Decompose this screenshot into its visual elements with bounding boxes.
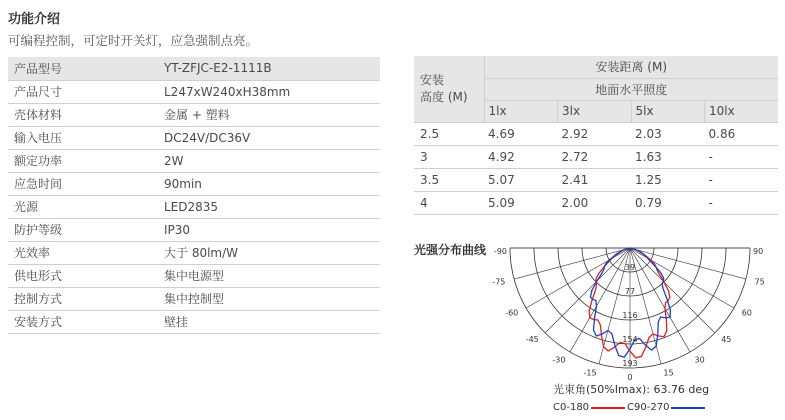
distance-row bbox=[414, 191, 778, 214]
spec-key: 壳体材料 bbox=[8, 103, 158, 126]
legend-line-c90 bbox=[671, 407, 705, 409]
curve-legend bbox=[553, 402, 707, 413]
spec-key: 光效率 bbox=[8, 241, 158, 264]
polar-radial-label: 193 bbox=[622, 359, 638, 368]
spec-row bbox=[8, 172, 380, 195]
distance-group-header: 安装距离 (M) bbox=[484, 56, 778, 78]
mount-height-cell: 3.5 bbox=[414, 168, 484, 191]
spec-row bbox=[8, 80, 380, 103]
polar-angle-label: 60 bbox=[741, 308, 752, 318]
polar-radial-label: 39 bbox=[624, 263, 636, 272]
spec-key: 安装方式 bbox=[8, 310, 158, 333]
spec-key: 应急时间 bbox=[8, 172, 158, 195]
mount-height-cell: 3 bbox=[414, 145, 484, 168]
spec-value: DC24V/DC36V bbox=[158, 126, 380, 149]
legend-label-c90: C90-270 bbox=[627, 402, 670, 413]
legend-line-c0 bbox=[591, 407, 625, 409]
distance-row bbox=[414, 168, 778, 191]
spec-value: 集中控制型 bbox=[158, 287, 380, 310]
distance-value-cell: 5.07 bbox=[484, 168, 558, 191]
polar-radial-label: 116 bbox=[622, 311, 638, 320]
distance-value-cell: 4.92 bbox=[484, 145, 558, 168]
polar-radial-label: 77 bbox=[624, 287, 636, 296]
spec-row bbox=[8, 149, 380, 172]
mount-height-cell: 4 bbox=[414, 191, 484, 214]
spec-key: 供电形式 bbox=[8, 264, 158, 287]
polar-angle-label: -30 bbox=[552, 355, 566, 365]
polar-angle-label: -90 bbox=[493, 247, 507, 256]
curve-title: 光强分布曲线 bbox=[414, 243, 487, 257]
spec-row bbox=[8, 264, 380, 287]
illuminance-column-header: 1lx bbox=[484, 100, 558, 122]
distance-value-cell: 0.79 bbox=[631, 191, 705, 214]
polar-radial-label: 154 bbox=[622, 335, 638, 344]
spec-value: 壁挂 bbox=[158, 310, 380, 333]
spec-value: IP30 bbox=[158, 218, 380, 241]
distance-value-cell: 4.69 bbox=[484, 122, 558, 145]
spec-value: 大于 80lm/W bbox=[158, 241, 380, 264]
spec-row bbox=[8, 126, 380, 149]
distance-value-cell: 1.63 bbox=[631, 145, 705, 168]
distance-row bbox=[414, 145, 778, 168]
polar-spoke bbox=[630, 248, 715, 333]
polar-angle-label: -60 bbox=[505, 308, 519, 318]
polar-angle-label: 30 bbox=[694, 355, 705, 365]
spec-value: 2W bbox=[158, 149, 380, 172]
spec-row bbox=[8, 57, 380, 80]
distance-value-cell: 2.92 bbox=[558, 122, 632, 145]
spec-key: 防护等级 bbox=[8, 218, 158, 241]
spec-value: 集中电源型 bbox=[158, 264, 380, 287]
distance-value-cell: 2.03 bbox=[631, 122, 705, 145]
polar-spoke bbox=[630, 248, 734, 308]
distance-value-cell: - bbox=[705, 191, 779, 214]
spec-row bbox=[8, 241, 380, 264]
polar-angle-label: -45 bbox=[525, 335, 539, 345]
distance-value-cell: - bbox=[705, 168, 779, 191]
distance-value-cell: 5.09 bbox=[484, 191, 558, 214]
polar-spoke bbox=[630, 248, 746, 279]
spec-key: 光源 bbox=[8, 195, 158, 218]
spec-value: LED2835 bbox=[158, 195, 380, 218]
spec-value: L247xW240xH38mm bbox=[158, 80, 380, 103]
polar-angle-label: -15 bbox=[583, 368, 597, 378]
section-description: 可编程控制，可定时开关灯，应急强制点亮。 bbox=[8, 33, 259, 48]
illuminance-column-header: 3lx bbox=[558, 100, 632, 122]
distance-value-cell: - bbox=[705, 145, 779, 168]
distance-value-cell: 1.25 bbox=[631, 168, 705, 191]
height-header bbox=[414, 56, 484, 122]
spec-value: 金属 + 塑料 bbox=[158, 103, 380, 126]
height-header-text: 安装 高度 (M) bbox=[420, 72, 468, 104]
polar-spoke bbox=[545, 248, 630, 333]
distance-value-cell: 2.41 bbox=[558, 168, 632, 191]
illuminance-column-header: 10lx bbox=[705, 100, 779, 122]
spec-key: 额定功率 bbox=[8, 149, 158, 172]
spec-key: 产品型号 bbox=[8, 57, 158, 80]
spec-row bbox=[8, 218, 380, 241]
spec-value: YT-ZFJC-E2-1111B bbox=[158, 57, 380, 80]
polar-spoke bbox=[514, 248, 630, 279]
polar-light-distribution-chart bbox=[492, 238, 765, 382]
spec-key: 产品尺寸 bbox=[8, 80, 158, 103]
polar-angle-label: 15 bbox=[663, 368, 674, 378]
spec-row bbox=[8, 310, 380, 333]
polar-angle-label: -75 bbox=[492, 277, 506, 287]
polar-angle-label: 75 bbox=[754, 277, 765, 287]
mount-height-cell: 2.5 bbox=[414, 122, 484, 145]
spec-row bbox=[8, 195, 380, 218]
legend-label-c0: C0-180 bbox=[553, 402, 590, 413]
section-title: 功能介绍 bbox=[8, 12, 61, 27]
polar-angle-label: 45 bbox=[721, 335, 732, 345]
spec-table bbox=[8, 57, 380, 334]
distance-value-cell: 2.00 bbox=[558, 191, 632, 214]
polar-spoke bbox=[526, 248, 630, 308]
distance-value-cell: 2.72 bbox=[558, 145, 632, 168]
distance-table bbox=[414, 56, 778, 215]
polar-angle-label: 0 bbox=[627, 373, 633, 382]
spec-row bbox=[8, 287, 380, 310]
illuminance-header: 地面水平照度 bbox=[484, 78, 778, 100]
spec-key: 输入电压 bbox=[8, 126, 158, 149]
spec-row bbox=[8, 103, 380, 126]
polar-spoke bbox=[570, 248, 630, 352]
beam-angle-text: 光束角(50%Imax): 63.76 deg bbox=[553, 383, 710, 396]
polar-angle-label: 90 bbox=[753, 247, 764, 256]
distance-row bbox=[414, 122, 778, 145]
spec-key: 控制方式 bbox=[8, 287, 158, 310]
spec-value: 90min bbox=[158, 172, 380, 195]
distance-value-cell: 0.86 bbox=[705, 122, 779, 145]
illuminance-column-header: 5lx bbox=[631, 100, 705, 122]
